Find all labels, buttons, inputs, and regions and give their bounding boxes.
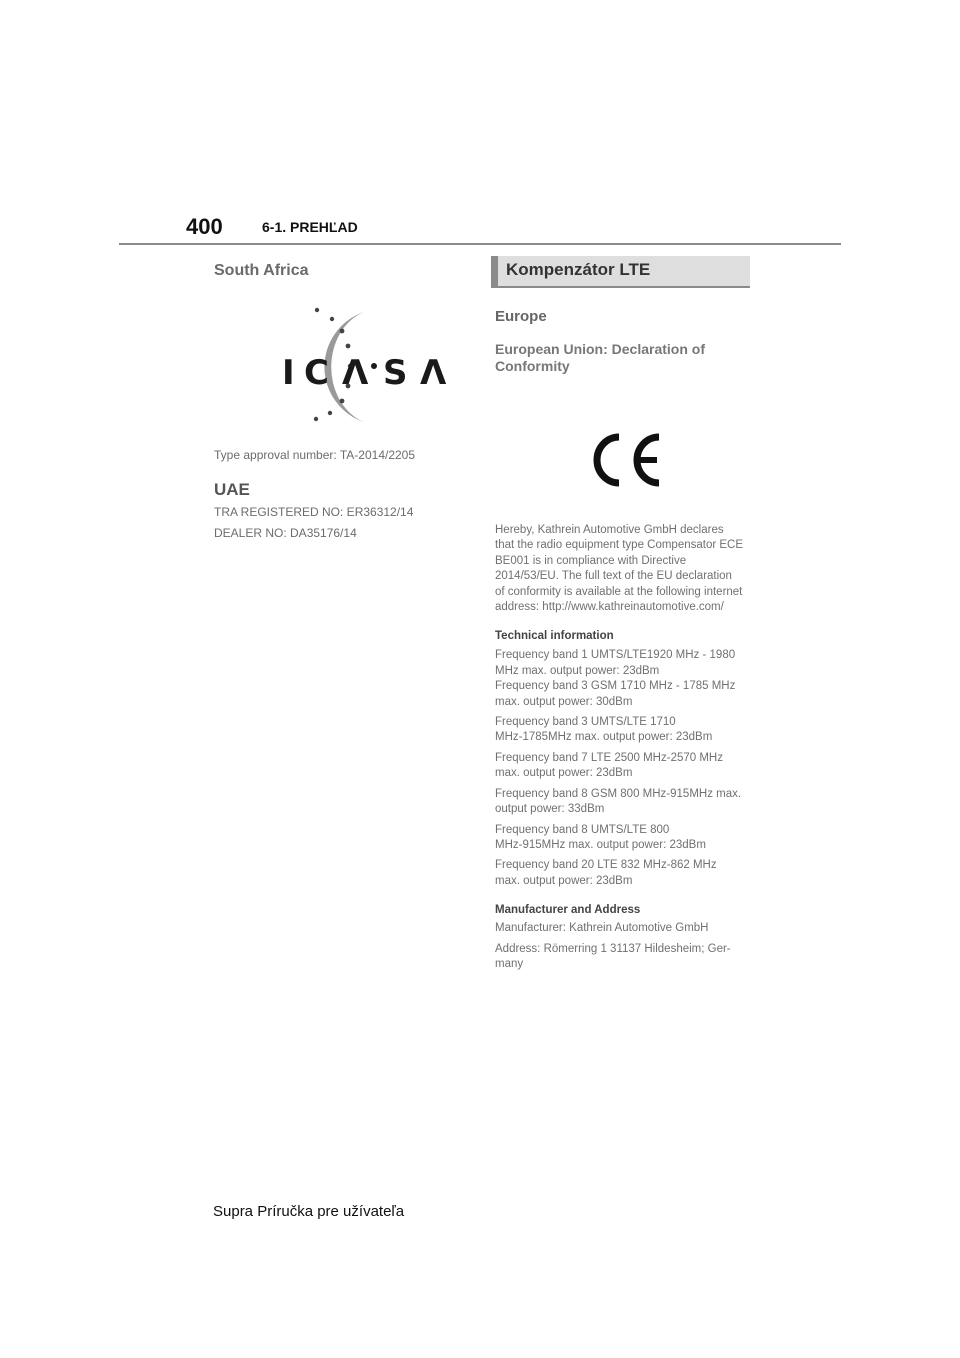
manufacturer-heading: Manufacturer and Address — [495, 904, 641, 917]
frequency-band-item — [495, 648, 750, 679]
declaration-line: that the radio equipment type Compensator ECE — [495, 539, 744, 552]
frequency-band-line: MHz-915MHz max. output power: 23dBm — [495, 838, 706, 851]
footer-manual-title: Supra Príručka pre užívateľa — [213, 1203, 405, 1220]
tra-registered-no: TRA REGISTERED NO: ER36312/14 — [214, 504, 414, 519]
declaration-heading — [495, 341, 750, 375]
type-approval-number: Type approval number: TA-2014/2205 — [214, 448, 416, 462]
section-title: 6-1. PREHĽAD — [262, 219, 358, 235]
icasa-letter-3: Λ — [342, 353, 369, 393]
frequency-band-item — [495, 787, 750, 818]
frequency-band-line: max. output power: 23dBm — [495, 874, 633, 887]
header-rule — [119, 243, 841, 245]
declaration-heading-line-2: Conformity — [495, 358, 570, 374]
declaration-line: BE001 is in compliance with Directive — [495, 554, 687, 567]
icasa-letter-4: S — [383, 353, 408, 393]
manufacturer-address-line-2: many — [495, 957, 524, 970]
ce-mark — [581, 425, 671, 495]
dealer-no: DEALER NO: DA35176/14 — [214, 526, 357, 540]
frequency-band-line: max. output power: 30dBm — [495, 695, 633, 708]
south-africa-heading: South Africa — [214, 262, 309, 279]
icasa-letter-5: Λ — [420, 353, 447, 393]
declaration-heading-line-1: European Union: Declaration of — [495, 341, 706, 357]
declaration-line: Hereby, Kathrein Automotive GmbH declares — [495, 524, 724, 536]
uae-heading: UAE — [214, 479, 250, 499]
frequency-band-item — [495, 858, 750, 889]
manufacturer-address-line-1: Address: Römerring 1 31137 Hildesheim; Ger- — [495, 942, 731, 955]
icasa-letter-1: I — [282, 353, 295, 393]
frequency-band-item — [495, 823, 750, 854]
frequency-band-line: output power: 33dBm — [495, 803, 605, 816]
declaration-body — [495, 523, 750, 972]
frequency-band-line: Frequency band 20 LTE 832 MHz-862 MHz — [495, 859, 717, 872]
frequency-band-line: Frequency band 3 UMTS/LTE 1710 — [495, 716, 676, 729]
section-box-title: Kompenzátor LTE — [491, 256, 750, 288]
frequency-band-line: Frequency band 8 GSM 800 MHz-915MHz max. — [495, 787, 742, 800]
manufacturer-name: Manufacturer: Kathrein Automotive GmbH — [495, 922, 709, 935]
icasa-letter-2: C — [304, 353, 329, 393]
technical-information-heading: Technical information — [495, 630, 614, 643]
page-number: 400 — [186, 214, 223, 239]
europe-heading: Europe — [495, 308, 547, 325]
icasa-logo — [258, 306, 468, 428]
icasa-logo-icon — [258, 306, 468, 428]
declaration-line: of conformity is available at the following internet — [495, 585, 743, 598]
right-column — [491, 256, 750, 972]
ce-mark-icon — [581, 425, 671, 495]
frequency-band-line: MHz max. output power: 23dBm — [495, 664, 660, 677]
frequency-band-line: Frequency band 8 UMTS/LTE 800 — [495, 823, 670, 836]
frequency-band-line: MHz-1785MHz max. output power: 23dBm — [495, 731, 713, 744]
left-column — [214, 262, 464, 542]
frequency-band-line: Frequency band 1 UMTS/LTE1920 MHz - 1980 — [495, 649, 736, 662]
frequency-band-line: Frequency band 3 GSM 1710 MHz - 1785 MHz — [495, 680, 736, 693]
frequency-band-item — [495, 715, 750, 746]
frequency-band-item — [495, 679, 750, 710]
frequency-band-line: Frequency band 7 LTE 2500 MHz-2570 MHz — [495, 751, 723, 764]
declaration-line: 2014/53/EU. The full text of the EU declaration — [495, 570, 732, 583]
declaration-line: address: http://www.kathreinautomotive.com/ — [495, 601, 724, 614]
frequency-band-line: max. output power: 23dBm — [495, 767, 633, 780]
frequency-band-item — [495, 751, 750, 782]
